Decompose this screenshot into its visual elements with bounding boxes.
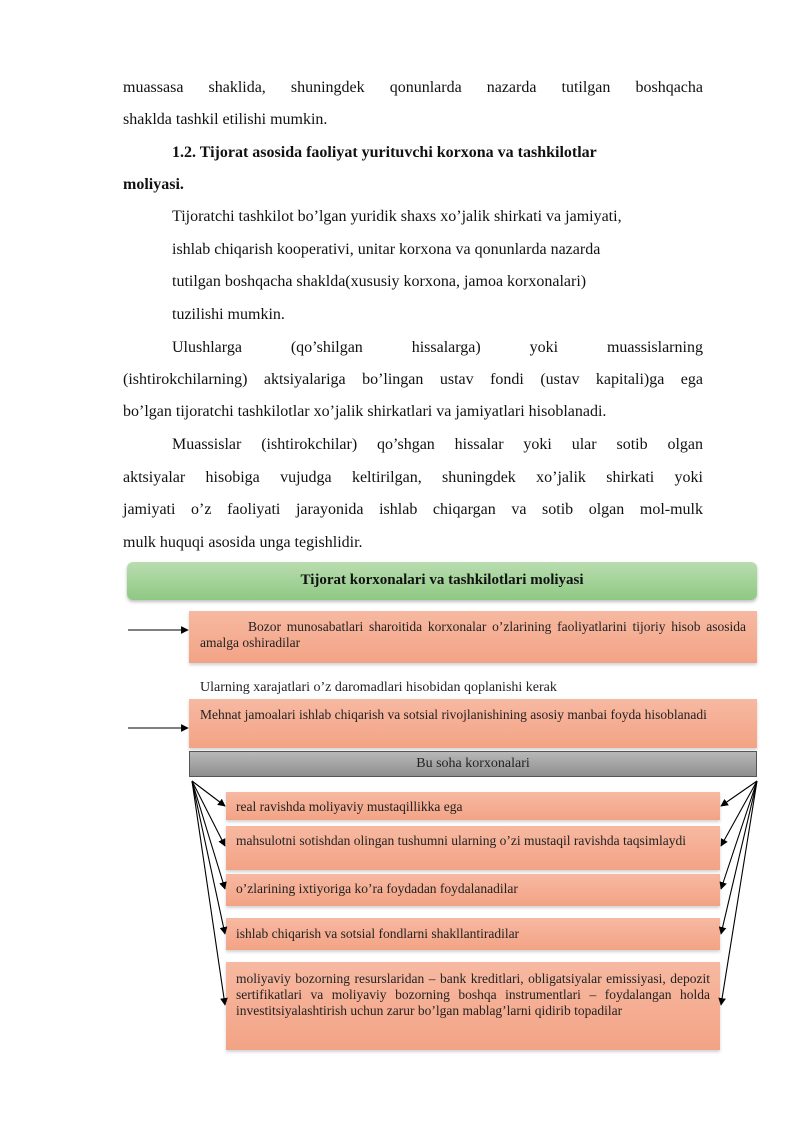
text-line: Muassislar (ishtirokchilar) qo’shgan hissalar yoki ular sotib olgan	[172, 436, 703, 453]
word: Ulushlarga	[172, 339, 242, 356]
arrow-fan-left	[192, 781, 225, 934]
item-text: mahsulotni sotishdan olingan tushumni ularning o’zi mustaqil ravishda taqsimlaydi	[236, 833, 686, 848]
word: (qo’shilgan	[290, 339, 363, 356]
arrow-fan-right	[721, 781, 757, 934]
text-line: tutilgan boshqacha shaklda(xususiy korxona, jamoa korxonalari)	[172, 273, 587, 290]
arrow-fan-left	[192, 781, 225, 889]
section-heading: moliyasi.	[123, 176, 184, 193]
item-text: real ravishda moliyaviy mustaqillikka ega	[236, 799, 463, 814]
text-line: mulk huquqi asosida unga tegishlidir.	[123, 534, 363, 551]
text-line: shaklda tashkil etilishi mumkin.	[123, 111, 328, 128]
diagram-title: Tijorat korxonalari va tashkilotlari moliyasi	[127, 562, 757, 600]
item-text: ishlab chiqarish va sotsial fondlarni shakllantiradilar	[236, 926, 520, 941]
text-line: muassasa shaklida, shuningdek qonunlarda nazarda tutilgan boshqacha	[123, 79, 703, 96]
text-line: jamiyati o’z faoliyati jarayonida ishlab chiqargan va sotib olgan mol-mulk	[123, 501, 703, 518]
arrow-fan-right	[721, 781, 757, 889]
text-line: ishlab chiqarish kooperativi, unitar korxona va qonunlarda nazarda	[172, 241, 601, 258]
text-line: Tijoratchi tashkilot bo’lgan yuridik shaxs xo’jalik shirkati va jamiyati,	[172, 208, 622, 225]
section-heading: 1.2. Tijorat asosida faoliyat yurituvchi korxona va tashkilotlar	[172, 144, 597, 161]
word: yoki	[529, 339, 559, 356]
text-line: (ishtirokchilarning) aktsiyalariga bo’lingan ustav fondi (ustav kapitali)ga ega	[123, 371, 703, 388]
word: muassislarning	[606, 339, 703, 356]
text-line: bo’lgan tijoratchi tashkilotlar xo’jalik shirkatlari va jamiyatlari hisoblanadi.	[123, 403, 607, 420]
text-line: tuzilishi mumkin.	[172, 306, 285, 323]
box-text: Bozor munosabatlari sharoitida korxonalar o’zlarining faoliyatlarini tijoriy hisob asosida amalga oshiradilar	[200, 619, 746, 650]
item-text: moliyaviy bozorning resurslaridan – bank kreditlari, obligatsiyalar emissiyasi, depozit sertifikatlari va moliyaviy bozorning boshqa instrumentlari – foydalangan holda investitsiyalashtirish uchun zarur bo’lgan mablag’larni qidirib topadilar	[236, 971, 710, 1018]
diagram-note: Ularning xarajatlari o’z daromadlari hisobidan qoplanishi kerak	[200, 680, 557, 695]
word: hissalarga)	[411, 339, 481, 356]
text-line: aktsiyalar hisobiga vujudga keltirilgan, shuningdek xo’jalik shirkati yoki	[123, 469, 703, 486]
box-text: Mehnat jamoalari ishlab chiqarish va sotsial rivojlanishining asosiy manbai foyda hisoblanadi	[200, 707, 707, 722]
item-text: o’zlarining ixtiyoriga ko’ra foydadan foydalanadilar	[236, 881, 518, 896]
diagram-section-bar: Bu soha korxonalari	[189, 751, 757, 777]
